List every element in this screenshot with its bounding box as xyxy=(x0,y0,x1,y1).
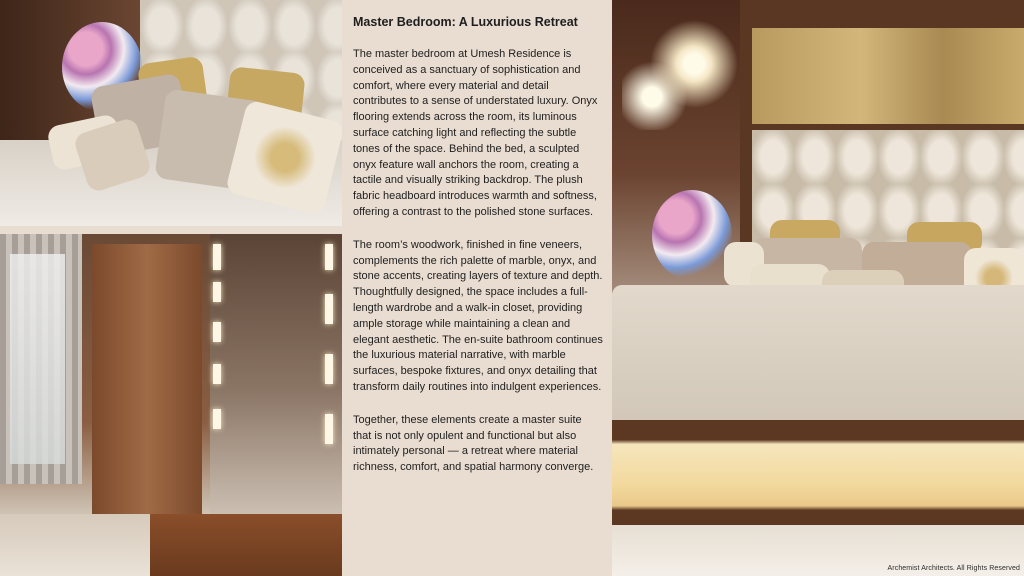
page-title: Master Bedroom: A Luxurious Retreat xyxy=(353,15,578,29)
wall-light xyxy=(325,294,333,324)
photo-master-bed xyxy=(612,0,1024,576)
vanity-cabinet xyxy=(150,514,342,576)
chandelier xyxy=(622,20,742,130)
text-panel xyxy=(342,0,612,576)
wall-light xyxy=(213,364,221,384)
wall-light xyxy=(325,244,333,270)
photo-room-interior xyxy=(0,234,342,576)
paragraph: Together, these elements create a master suite that is not only opulent and functional but also intimately personal — a retreat where material richness, comfort, and spatial harmony converge. xyxy=(353,413,594,474)
paragraph: The room’s woodwork, finished in fine veneers, complements the rich palette of marble, onyx, and stone accents, creating layers of texture and depth. Thoughtfully designed, the space includes a full-length wardrobe and a walk-in closet, providing ample storage while maintaining a clean and elegant aesthetic. The en-suite bathroom continues the luxurious material narrative, with marble surfaces, bespoke fixtures, and onyx detailing that transform daily routines into indulgent experiences. xyxy=(353,238,603,393)
wall-light xyxy=(213,282,221,302)
onyx-bed-base xyxy=(612,420,1024,530)
wardrobe xyxy=(92,244,202,534)
wall-light xyxy=(213,409,221,429)
mirror-reflection xyxy=(210,234,342,514)
window xyxy=(10,254,65,464)
wall-light xyxy=(325,354,333,384)
wall-light xyxy=(213,322,221,342)
wall-light xyxy=(213,244,221,270)
wall-light xyxy=(325,414,333,444)
paragraph: The master bedroom at Umesh Residence is conceived as a sanctuary of sophistication and comfort, where every material and detail contributes to a sense of understated luxury. Onyx flooring extends across the room, its luminous surface catching light and reflecting the subtle tones of the space. Behind the bed, a sculpted onyx feature wall anchors the room, creating a tactile and visually striking backdrop. The plush fabric headboard introduces warmth and softness, offering a contrast to the polished stone surfaces. xyxy=(353,48,598,218)
flower-vase xyxy=(652,190,732,280)
photo-bed-pillows xyxy=(0,0,342,226)
copyright-notice: Archemist Architects. All Rights Reserved xyxy=(887,565,1020,572)
onyx-feature-wall xyxy=(752,28,1024,124)
